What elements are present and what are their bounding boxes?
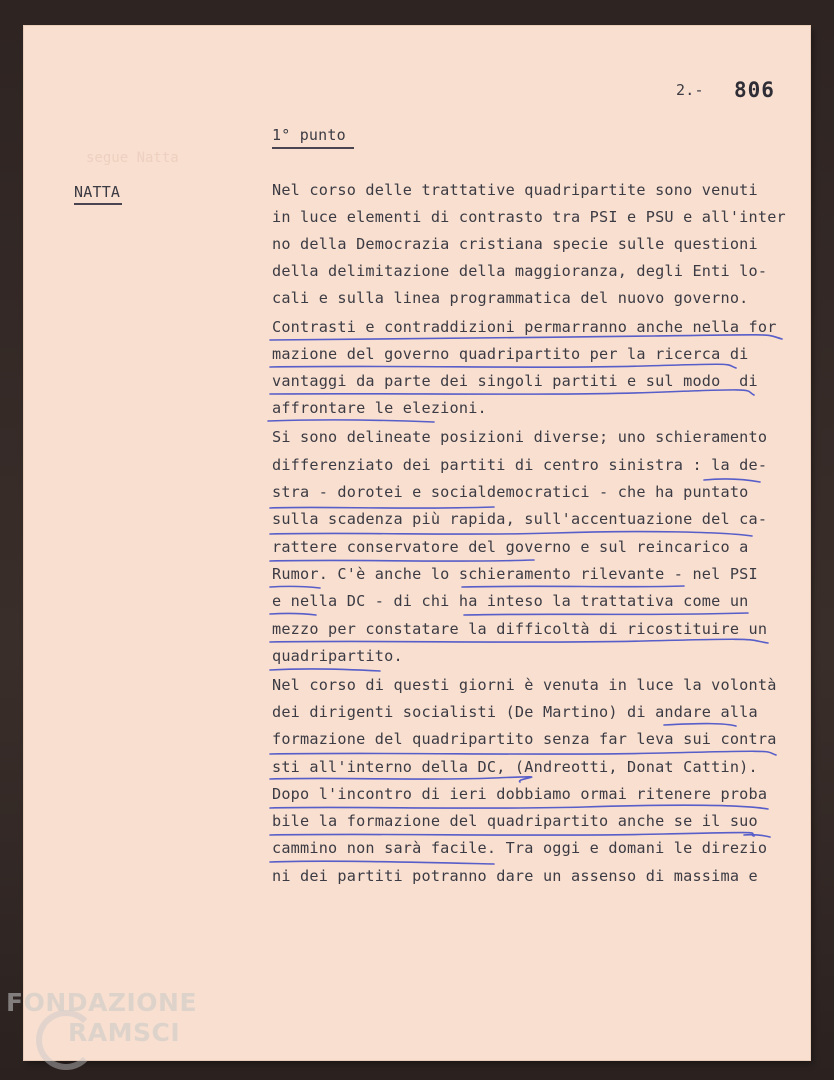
text-line: bile la formazione del quadripartito anche se il suo xyxy=(272,812,758,830)
pen-underline xyxy=(270,833,754,836)
text-line: Nel corso delle trattative quadripartite sono venuti xyxy=(272,181,758,199)
text-line: Nel corso di questi giorni è venuta in luce la volontà xyxy=(272,676,777,694)
pen-underline xyxy=(270,777,532,782)
paper-sheet xyxy=(24,26,810,1060)
pen-underline xyxy=(270,639,768,643)
text-line: cali e sulla linea programmatica del nuovo governo. xyxy=(272,289,749,307)
text-line: formazione del quadripartito senza far leva sui contra xyxy=(272,730,777,748)
pen-underline xyxy=(270,805,768,809)
pen-underline xyxy=(270,390,754,395)
text-line: e nella DC - di chi ha inteso la trattativa come un xyxy=(272,592,749,610)
section-heading-underline xyxy=(272,147,354,149)
pen-underline xyxy=(744,835,770,837)
pen-underline xyxy=(704,479,760,482)
pen-underline xyxy=(270,364,736,368)
text-line: della delimitazione della maggioranza, degli Enti lo- xyxy=(272,262,768,280)
text-line: ni dei partiti potranno dare un assenso di massima e xyxy=(272,867,758,885)
text-line: Dopo l'incontro di ieri dobbiamo ormai ritenere proba xyxy=(272,785,768,803)
text-line: affrontare le elezioni. xyxy=(272,399,487,417)
text-line: dei dirigenti socialisti (De Martino) di andare alla xyxy=(272,703,758,721)
text-line: cammino non sarà facile. Tra oggi e domani le direzio xyxy=(272,839,768,857)
page-number: 806 xyxy=(734,78,775,102)
text-line: sti all'interno della DC, (Andreotti, Donat Cattin). xyxy=(272,758,758,776)
text-line: Si sono delineate posizioni diverse; uno schieramento xyxy=(272,428,768,446)
pen-underline xyxy=(270,861,494,864)
watermark-line2: RAMSCI xyxy=(68,1018,181,1047)
watermark-line1: FONDAZIONE xyxy=(6,988,198,1017)
pen-underline xyxy=(270,560,534,561)
pen-underline xyxy=(464,613,748,615)
bleed-through-text: segue Natta xyxy=(86,150,179,166)
text-line: mazione del governo quadripartito per la ricerca di xyxy=(272,345,749,363)
speaker-name: NATTA xyxy=(74,183,121,201)
page-reference: 2.- xyxy=(676,81,704,99)
text-line: Contrasti e contraddizioni permarranno anche nella for xyxy=(272,318,777,336)
text-line: no della Democrazia cristiana specie sulle questioni xyxy=(272,235,758,253)
text-line: quadripartito. xyxy=(272,647,403,665)
text-line: stra - dorotei e socialdemocratici - che ha puntato xyxy=(272,483,749,501)
section-heading: 1° punto xyxy=(272,126,346,144)
pen-underline xyxy=(270,613,316,615)
bleed-through-text xyxy=(284,150,402,166)
pen-underline xyxy=(270,751,776,755)
text-line: mezzo per constatare la difficoltà di ricostituire un xyxy=(272,620,768,638)
pen-underline xyxy=(270,507,494,508)
speaker-underline xyxy=(74,203,122,205)
text-line: in luce elementi di contrasto tra PSI e PSU e all'inter xyxy=(272,208,786,226)
pen-underline xyxy=(270,532,752,536)
pen-underline xyxy=(270,586,320,588)
pen-underline xyxy=(462,586,684,587)
pen-underline xyxy=(270,669,380,671)
text-line: rattere conservatore del governo e sul reincarico a xyxy=(272,538,749,556)
text-line: Rumor. C'è anche lo schieramento rilevante - nel PSI xyxy=(272,565,758,583)
pen-underline xyxy=(664,724,736,726)
text-line: sulla scadenza più rapida, sull'accentuazione del ca- xyxy=(272,510,768,528)
archive-watermark xyxy=(6,988,206,1068)
text-line: vantaggi da parte dei singoli partiti e sul modo di xyxy=(272,372,758,390)
text-line: differenziato dei partiti di centro sinistra : la de- xyxy=(272,456,768,474)
pen-underline xyxy=(268,420,434,422)
